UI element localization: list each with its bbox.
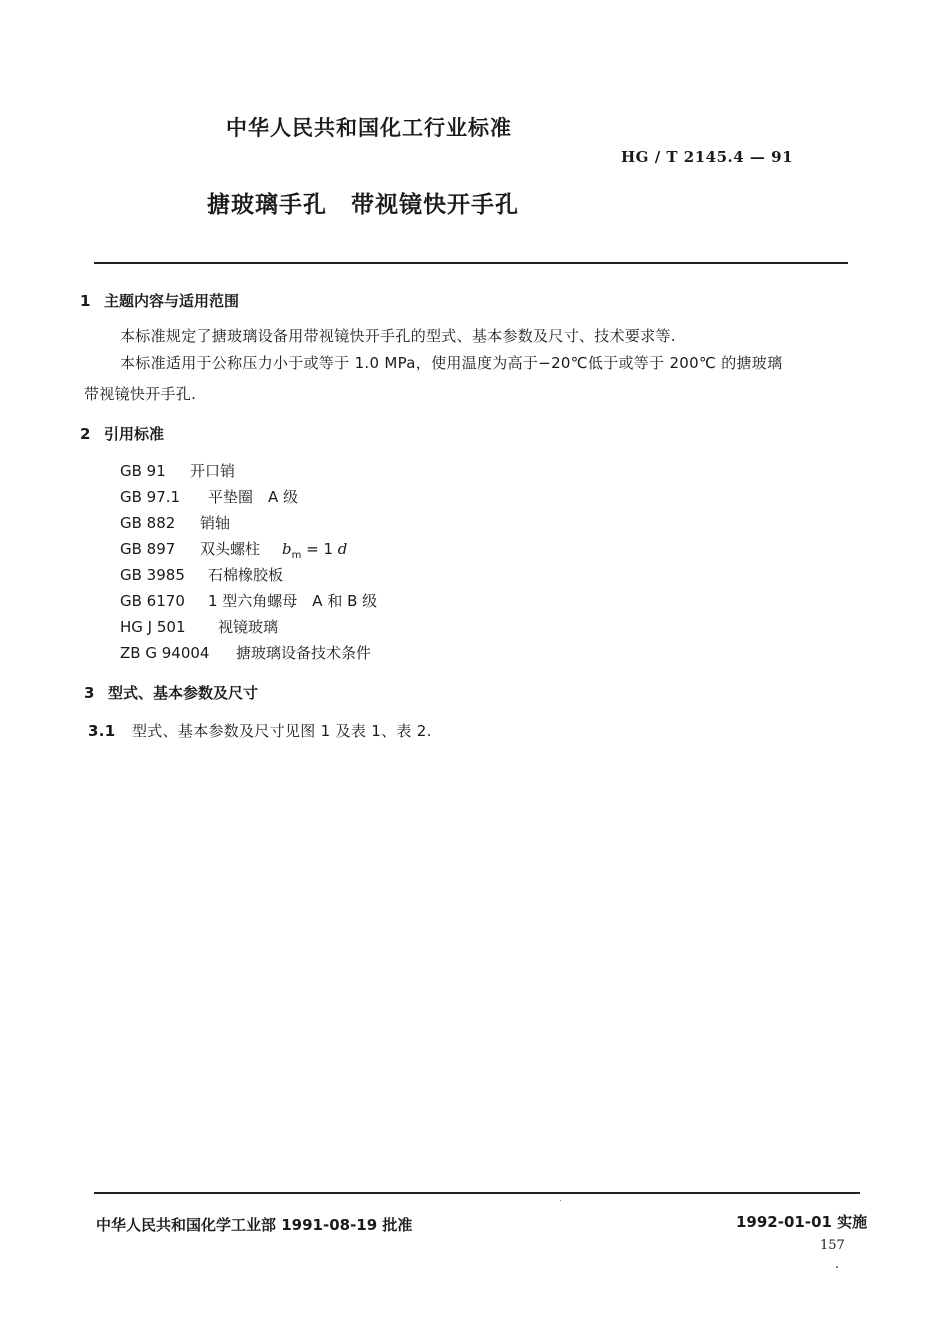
section-title: 主题内容与适用范围 xyxy=(104,292,240,310)
formula-subscript: m xyxy=(291,550,302,561)
subsection-number: 3.1 xyxy=(88,722,116,740)
reference-name: 搪玻璃设备技术条件 xyxy=(236,644,372,662)
reference-code: HG J 501 xyxy=(120,618,186,636)
reference-code: GB 897 xyxy=(120,540,176,558)
reference-name: 双头螺柱 xyxy=(200,540,261,558)
section-3-heading xyxy=(84,682,258,703)
page-number: 157 xyxy=(820,1238,845,1253)
section-number: 1 xyxy=(80,292,91,310)
formula-equals: = 1 xyxy=(301,540,338,558)
reference-item xyxy=(120,564,283,585)
section-2-heading xyxy=(80,423,164,444)
reference-code: GB 882 xyxy=(120,514,176,532)
scan-speck xyxy=(560,1200,561,1201)
section-title: 引用标准 xyxy=(104,425,165,443)
reference-name: 石棉橡胶板 xyxy=(208,566,284,584)
scan-speck xyxy=(836,1266,838,1268)
reference-name: 1 型六角螺母 A 和 B 级 xyxy=(208,592,378,610)
section-title: 型式、基本参数及尺寸 xyxy=(108,684,259,702)
reference-code: GB 6170 xyxy=(120,592,185,610)
formula-var-b: b xyxy=(282,540,292,558)
reference-name: 开口销 xyxy=(190,462,236,480)
reference-item xyxy=(120,538,347,561)
formula-var-d: d xyxy=(337,540,348,558)
standard-organization: 中华人民共和国化工行业标准 xyxy=(226,116,512,140)
title-part-1: 搪玻璃手孔 xyxy=(207,192,327,218)
reference-item xyxy=(120,460,235,481)
reference-name: 销轴 xyxy=(200,514,231,532)
standard-code: HG / T 2145.4 — 91 xyxy=(621,148,794,166)
section-1-heading xyxy=(80,290,239,311)
header-rule xyxy=(94,262,848,264)
approval-line: 中华人民共和国化学工业部 1991-08-19 批准 xyxy=(96,1216,413,1234)
reference-code: ZB G 94004 xyxy=(120,644,210,662)
effective-date: 1992-01-01 实施 xyxy=(736,1213,868,1231)
reference-code: GB 97.1 xyxy=(120,488,181,506)
reference-item xyxy=(120,616,278,637)
reference-name: 视镜玻璃 xyxy=(218,618,279,636)
reference-code: GB 3985 xyxy=(120,566,185,584)
section-number: 2 xyxy=(80,425,91,443)
section-number: 3 xyxy=(84,684,95,702)
reference-item xyxy=(120,512,230,533)
section-1-paragraph-1: 本标准规定了搪玻璃设备用带视镜快开手孔的型式、基本参数及尺寸、技术要求等. xyxy=(120,327,676,345)
section-1-paragraph-2-cont: 带视镜快开手孔. xyxy=(84,385,197,403)
subsection-text: 型式、基本参数及尺寸见图 1 及表 1、表 2. xyxy=(132,722,432,740)
formula xyxy=(282,540,348,561)
document-title xyxy=(207,186,519,219)
reference-item xyxy=(120,486,298,507)
reference-item xyxy=(120,642,371,663)
reference-name: 平垫圈 A 级 xyxy=(208,488,299,506)
reference-code: GB 91 xyxy=(120,462,166,480)
section-1-paragraph-2: 本标准适用于公称压力小于或等于 1.0 MPa，使用温度为高于−20℃低于或等于 200℃ 的搪玻璃 xyxy=(120,354,783,372)
reference-item xyxy=(120,590,377,611)
footer-rule xyxy=(94,1192,860,1194)
subsection-3-1 xyxy=(88,720,432,741)
title-part-2: 带视镜快开手孔 xyxy=(351,192,519,218)
